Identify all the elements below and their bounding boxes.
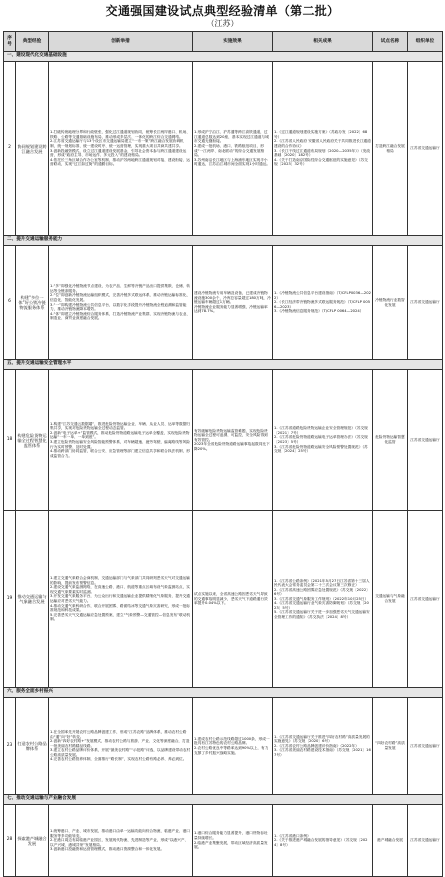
innovation-measures-line: 1.构建“江苏交通云数据端”，推进危险货物运输企业、车辆、从业人员、运单等数据归集共享，实现对危险货物运输全过程动态监管。 xyxy=(50,421,191,431)
section-heading-row xyxy=(4,360,443,370)
related-results-line: 1.《江苏省道路危险货物运输企业安全管理规范》（苏交规〔2021〕7号） xyxy=(274,426,368,435)
table-row xyxy=(4,62,443,236)
section-heading: 七、推动交通运输与产业融合发展 xyxy=(4,795,443,805)
innovation-measures-line: 3.建立危险货物运输安全风险智能预警体系，对车辆超速、疲劳驾驶、偏离路线等风险行为实时预警、及时处置。 xyxy=(50,440,190,449)
innovation-measures-line: 4.依托长三角区域合作办公室等机制，推动沪苏两地跨江通道规划对接、建设衔接、运营联动，实现“过江如过街”的通勤目标。 xyxy=(50,157,190,167)
header-pilot: 试点名称 xyxy=(373,32,408,52)
organizing-unit: 江苏省交通运输厅 xyxy=(408,698,443,795)
innovation-measures-line: 4.完善农村公路管养体制，全面推行“路长制”，实现农村公路有路必养、养必到位。 xyxy=(50,757,187,762)
row-number: 2 xyxy=(4,62,16,236)
organizing-unit: 江苏省交通运输厅 xyxy=(408,370,443,511)
table-row xyxy=(4,805,443,877)
table-row xyxy=(4,698,443,795)
implementation-effects-line: 试点实施以来，全省高速公路因恶劣天气导致的交通事故明显减少，恶劣天气下道路通行效率提升0.04%以下。 xyxy=(194,592,268,606)
header-num: 序号 xyxy=(4,32,16,52)
related-results-line: 3.《长江干线过江通道布局规划（2020—2035年）》（发改基础〔2020〕182号） xyxy=(274,148,371,158)
innovation-measures-line: 5.完善恶劣天气交通运输应急处置预案，建立“气象预警—交通管控—信息发布”联动机制。 xyxy=(50,612,191,622)
innovation-measures-line: 3.建立农村公路品牌评价体系，开展“最美农村路”“示范路”评选，以品牌建设带动农村公路高质量发展。 xyxy=(50,748,191,757)
implementation-effects xyxy=(193,511,273,688)
implementation-effects xyxy=(193,62,273,236)
related-results-line: 3.《江苏省交通气象服务工作规则》（2022年10月25日） xyxy=(274,596,369,601)
innovation-measures-line: 3.“一”即构建冷链物流公共信息平台，以数字化手段提升冷链物流全程追溯和监管能力，推动冷链物流降本增效。 xyxy=(50,302,187,312)
row-number: 28 xyxy=(4,805,16,877)
table-row xyxy=(4,370,443,511)
innovation-measures-line: 1.统筹港口、产业、城市发展，推动港口由单一运输功能向综合物流、临港产业、港口服务等多功能转变。 xyxy=(50,829,190,838)
related-results xyxy=(273,511,373,688)
pilot-name: “四好农村路”高质量发展 xyxy=(373,698,408,795)
related-results-line: 2.《江苏省危险货物道路运输电子运单管理办法》（苏交规〔2023〕5号） xyxy=(274,435,368,444)
pilot-name: 交通运输与气象融合发展 xyxy=(373,511,408,688)
document-title: 交通强国建设试点典型经验清单（第二批） xyxy=(105,4,340,18)
pilot-name: 打造跨江融合发展格局 xyxy=(373,62,408,236)
section-heading: 五、提升交通运输安全管理水平 xyxy=(4,360,443,370)
row-number: 6 xyxy=(4,246,16,360)
typical-experience: 协同规划建设跨江融合发展 xyxy=(16,62,49,236)
related-results-line: 2.《长江经济带冷链物流多式联运服务规范》（T/CFLP 0056—2023） xyxy=(274,300,371,309)
related-results xyxy=(273,370,373,511)
implementation-effects-line: 2.临港产业集聚发展，带动区域经济高质量发展。 xyxy=(194,840,268,850)
related-results-line: 2.《江苏省农村公路品牌创建评价指南》（2022年） xyxy=(274,743,359,748)
section-heading: 六、服务全面乡村振兴 xyxy=(4,688,443,698)
header-org: 组织单位 xyxy=(408,32,443,52)
innovation-measures-line: 2.江苏省交通运输厅与13个设区市交通运输局建立“一市一策”跨江融合发展协调机制，统一规划标准、统一建设时序、统一运营管理，实现重大项目共商共建共享。 xyxy=(50,139,184,148)
innovation-measures-line: 1.“多”即强化冷链物流节点建设，为农产品、生鲜等冷链产品出口提供集散、仓储、转运等全链条服务。 xyxy=(50,284,191,293)
section-heading-row xyxy=(4,52,443,62)
innovation-measures-line: 3.开发交通气象服务平台，为公众出行和交通运输企业提供精细化气象服务，提升交通运输应对恶劣天气能力。 xyxy=(50,594,190,603)
related-results-line: 3.《冷链物流信息服务规范》（T/CFLP 0064—2024） xyxy=(274,309,364,314)
document-subtitle: （江苏） xyxy=(206,19,239,28)
innovation-measures xyxy=(49,370,193,511)
implementation-effects-line: 2.农村公路优良中等路率达到90%以上，有力支撑了乡村振兴战略实施。 xyxy=(194,746,269,755)
table-row xyxy=(4,511,443,688)
innovation-measures xyxy=(49,246,193,360)
related-results-line: 5.《江苏省交通运输厅关于进一步加强恶劣天气交通运输安全管理工作的通知》（苏交执法〔2024〕8号） xyxy=(274,610,370,619)
innovation-measures-line: 2.建设交通气象监测网络，在高速公路、港口、航道等重点区域布设气象监测站点，实现交通气象要素实时监测。 xyxy=(50,585,190,594)
related-results xyxy=(273,805,373,877)
section-heading-row xyxy=(4,688,443,698)
related-results-line: 4.《关于打造南京国际性综合交通枢纽的实施意见》（苏交规〔2023〕32号） xyxy=(274,157,368,167)
row-number: 23 xyxy=(4,698,16,795)
innovation-measures-line: 2.“位”即创新冷链物流运输组织模式，完善冷链多式联运体系，推动冷链运输标准化、信息化、智能化发展。 xyxy=(50,293,191,302)
row-number: 19 xyxy=(4,511,16,688)
related-results-line: 2.《关于推进港产城融合发展的指导意见》（苏交规〔2024〕8号） xyxy=(274,838,368,847)
implementation-effects-line: 1.建成农村公路示范线路超过1000条，形成一批具有江苏特色的农村公路品牌。 xyxy=(194,736,270,746)
innovation-measures-line: 4.推动跨部门协同监管，联合公安、应急管理等部门建立信息共享和联合执法机制，形成监管合力。 xyxy=(50,449,190,458)
organizing-unit: 江苏省交通运输厅 xyxy=(408,511,443,688)
implementation-effects-line: 2023年全省危险货物道路运输事故起数同比下降20%。 xyxy=(194,442,270,451)
related-results-line: 1.《过江通道规划建设实施方案》（苏政办发〔2022〕68号） xyxy=(274,130,368,139)
header-innovation: 创新举措 xyxy=(49,32,193,52)
related-results-line: 1.《江苏省公路条例》（2021年5月27日江苏省第十三届人民代表大会常务委员会第二十三次会议第三次修正） xyxy=(274,578,370,588)
innovation-measures-line: 3.创新港口投融资和运营管理模式，推动港口资源整合和一体化发展。 xyxy=(50,847,165,852)
header-type: 典型经验 xyxy=(16,32,49,52)
pilot-name: 港产城融合发展 xyxy=(373,805,408,877)
typical-experience: 探索港产城融合发展 xyxy=(16,805,49,877)
implementation-effects-line: 1.形成沪宁沿江、沪苏通等跨江高铁通道，过江通道总数达到20座，基本实现过江通道与城市交通无缝衔接。 xyxy=(194,130,269,144)
header-results: 相关成果 xyxy=(273,32,373,52)
typical-experience: 构建“多位一体”好公铁冷链物流服务体系 xyxy=(16,246,49,360)
experience-table xyxy=(3,31,443,877)
innovation-measures xyxy=(49,511,193,688)
implementation-effects xyxy=(193,698,273,795)
section-heading: 一、建设现代化交通基础设施 xyxy=(4,52,443,62)
header-effects: 实施效果 xyxy=(193,32,273,52)
section-heading-row xyxy=(4,236,443,246)
related-results-line: 3.《江苏省危险货物道路运输安全风险预警处置规范》（苏交规〔2024〕25号） xyxy=(274,444,368,454)
typical-experience: 打造农村公路品牌体系 xyxy=(16,698,49,795)
table-row xyxy=(4,246,443,360)
innovation-measures-line: 1.建立交通气象联合会商机制，交通运输部门与气象部门共同研判恶劣天气对交通运输的影响，提前发布预警信息。 xyxy=(50,576,190,585)
implementation-effects-line: 3.苏州南沿长江地区与上海浦东地区实现半小时通达，江苏沿江城市间全面实现1小时通达。 xyxy=(194,157,271,167)
table-body xyxy=(4,52,443,877)
organizing-unit: 江苏省交通运输厅 xyxy=(408,62,443,236)
organizing-unit: 江苏省交通运输厅 xyxy=(408,805,443,877)
innovation-measures-line: 2.创新“电子运单+”监管模式，推动危险货物道路运输电子运单全覆盖，实现危险货物运输“一车一单、一单到底”。 xyxy=(50,430,190,440)
implementation-effects xyxy=(193,246,273,360)
implementation-effects-line: 有效破解危险货物运输监管难题，实现危险货物运输全过程可追溯、可监控，安全风险得到有效管控。 xyxy=(194,428,268,442)
related-results-line: 3.《江苏省美丽农村路建设技术指南》（苏交规〔2021〕167号） xyxy=(274,748,371,757)
implementation-effects-line: 2.建成一批机场、港口、铁路枢纽项目，形成“一江两岸、南北联动”的综合交通发展格局。 xyxy=(194,143,265,158)
implementation-effects-line: 冷链物流企业服务能力显著增强，冷链运输率达到78.7%。 xyxy=(194,304,268,314)
innovation-measures-line: 4.推动交通气象科研合作，联合开展团雾、路面结冰等交通气象灾害研究，形成一批标准规范和科技成果。 xyxy=(50,603,190,613)
innovation-measures-line: 3.创新投融资模式，设立过江通道建设发展基金，引导社会资本参与跨江通道建设运营，形成“政府主导、市场运作、多元投入”的建设格局。 xyxy=(50,148,187,158)
innovation-measures-line: 4.“体”即建立冷链物流综合服务体系，打造冷链物流产业集群，实现冷链物流与农业、制造业、商贸业深度融合发展。 xyxy=(50,311,191,321)
section-heading-row xyxy=(4,795,443,805)
innovation-measures xyxy=(49,805,193,877)
innovation-measures-line: 2.创新“四好农村路+”发展模式，推动农村公路与旅游、产业、文化等深度融合，打造一批美丽农村路精品线路。 xyxy=(50,739,190,748)
related-results-line: 2.《江苏省高速公路团雾应急处置规范》（苏交规〔2022〕6号） xyxy=(274,587,370,597)
related-results-line: 4.《江苏省交通运输行业气象灾害防御规划》（苏交规〔2023〕5号） xyxy=(274,601,369,610)
row-number: 18 xyxy=(4,370,16,511)
organizing-unit: 江苏省交通运输厅 xyxy=(408,246,443,360)
related-results xyxy=(273,62,373,236)
related-results-line: 1.《冷链物流公共信息平台建设指南》（T/CFLP0036—2022） xyxy=(274,291,371,300)
innovation-measures xyxy=(49,698,193,795)
pilot-name: 危险货物运输智慧化监管 xyxy=(373,370,408,511)
related-results-line: 1.《江苏省交通运输厅关于推进“四好农村路”高质量发展的实施意见》（苏交规〔2020〕6号） xyxy=(274,734,370,744)
section-heading: 二、提升交通运输服务能力 xyxy=(4,236,443,246)
implementation-effects-line: 1.港口综合服务能力显著提升，港口货物吞吐量持续增长。 xyxy=(194,831,268,840)
innovation-measures-line: 1.在全国率先开展农村公路品牌创建工作，形成“江苏农路”品牌体系，推动农村公路由“通”向“好”转变。 xyxy=(50,730,187,739)
typical-experience: 构建危险货物运输全过程智慧化监管体系 xyxy=(16,370,49,511)
related-results xyxy=(273,246,373,360)
related-results xyxy=(273,698,373,795)
innovation-measures-line: 2.在港口周边布局临港产业园区，发展现代物流、先进制造等产业，形成“以港兴产、以产兴城、港城共荣”发展格局。 xyxy=(50,838,189,847)
implementation-effects-line: 建设冷链物流专用车辆及设备，已建成冷链物流设施300余个，冷库总容量超过180万吨，冷链运输车辆超过1万辆。 xyxy=(194,291,271,305)
typical-experience: 推动交通运输与气象融合发展 xyxy=(16,511,49,688)
pilot-name: 冷链物流行业数智化发展 xyxy=(373,246,408,360)
related-results-line: 1.《江苏省港口条例》 xyxy=(274,833,311,838)
related-results-line: 2.《江苏省人民政府 安徽省人民政府关于共同推进长江通道建设的合作协议》 xyxy=(274,139,371,148)
implementation-effects xyxy=(193,370,273,511)
implementation-effects xyxy=(193,805,273,877)
innovation-measures-line: 1.打破传统地理分界和行政壁垒，强化过江通道规划协同，统筹长江两岸港口、机场、铁路、公路等交通基础设施布局，推动形成多层次、一体化的跨江综合交通网络。 xyxy=(50,130,190,139)
innovation-measures xyxy=(49,62,193,236)
table-header-row xyxy=(4,32,443,52)
